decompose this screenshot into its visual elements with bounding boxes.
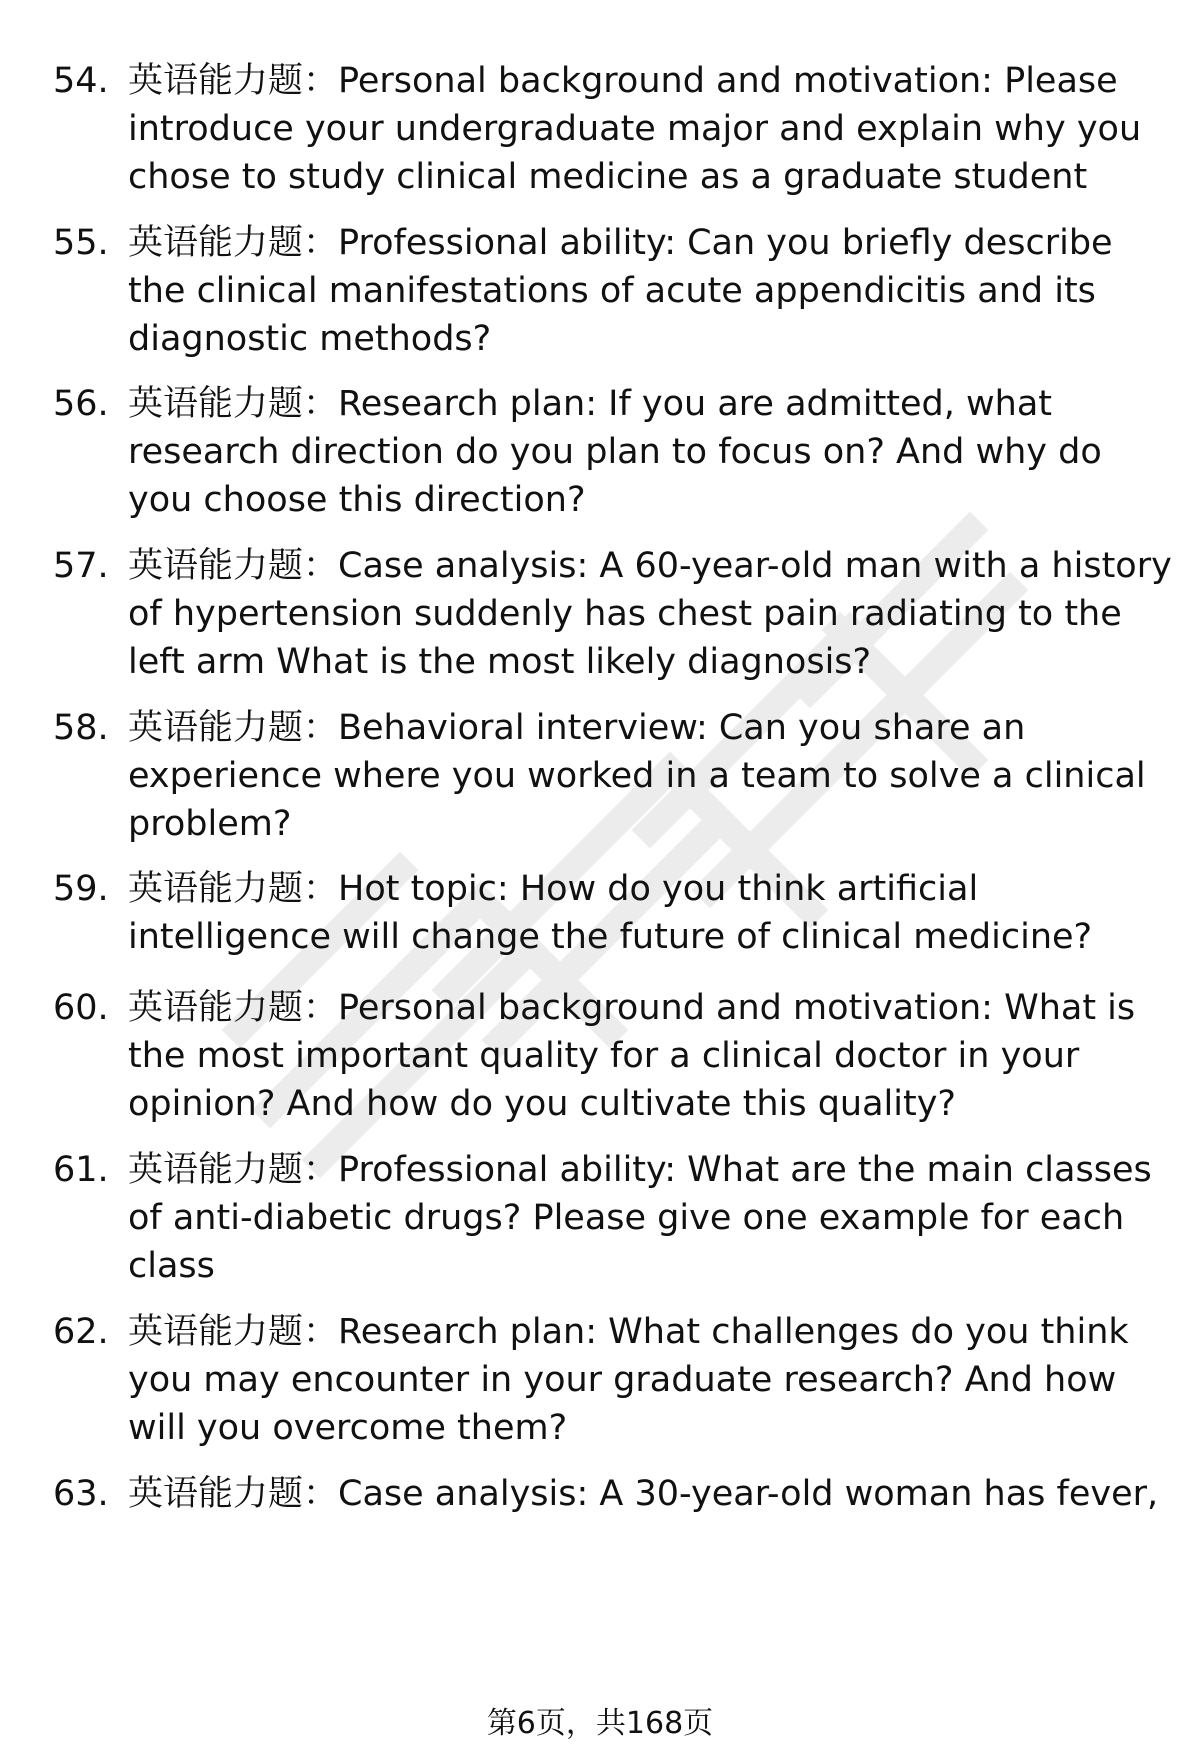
question-text: 英语能力题：Personal background and motivation: What is the most important quality for a clinical doctor in your opinion? And how do you cultivate this quality? (128, 988, 1136, 1124)
question-number: 57. (53, 546, 109, 586)
question-text: 英语能力题：Research plan: If you are admitted, what research direction do you plan to focus on? And why do you choose this direction? (128, 384, 1102, 520)
question-number: 63. (53, 1474, 109, 1514)
question-number: 62. (53, 1312, 109, 1352)
question-text: 英语能力题：Research plan: What challenges do you think you may encounter in your graduate research? And how will you overcome them? (128, 1312, 1129, 1448)
question-number: 59. (53, 869, 109, 909)
question-number: 56. (53, 384, 109, 424)
question-number: 54. (53, 61, 109, 101)
page-footer: 第6页，共168页 (486, 1706, 714, 1741)
question-number: 61. (53, 1150, 109, 1190)
question-text: 英语能力题：Professional ability: What are the main classes of anti-diabetic drugs? Please give one example for each class (128, 1150, 1152, 1286)
question-number: 58. (53, 708, 109, 748)
question-number: 60. (53, 988, 109, 1028)
question-text: 英语能力题：Case analysis: A 60-year-old man with a history of hypertension suddenly has chest pain radiating to the left arm What is the most likely diagnosis? (128, 546, 1172, 682)
question-text: 英语能力题：Case analysis: A 30-year-old woman has fever, (128, 1474, 1159, 1514)
question-text: 英语能力题：Personal background and motivation: Please introduce your undergraduate major and explain why you chose to study clinical medicine as a graduate student (128, 61, 1142, 197)
question-text: 英语能力题：Hot topic: How do you think artificial intelligence will change the future of clinical medicine? (128, 869, 1093, 957)
question-text: 英语能力题：Behavioral interview: Can you share an experience where you worked in a team to solve a clinical problem? (128, 708, 1146, 844)
question-text: 英语能力题：Professional ability: Can you briefly describe the clinical manifestations of acute appendicitis and its diagnostic methods? (128, 223, 1113, 359)
question-number: 55. (53, 223, 109, 263)
